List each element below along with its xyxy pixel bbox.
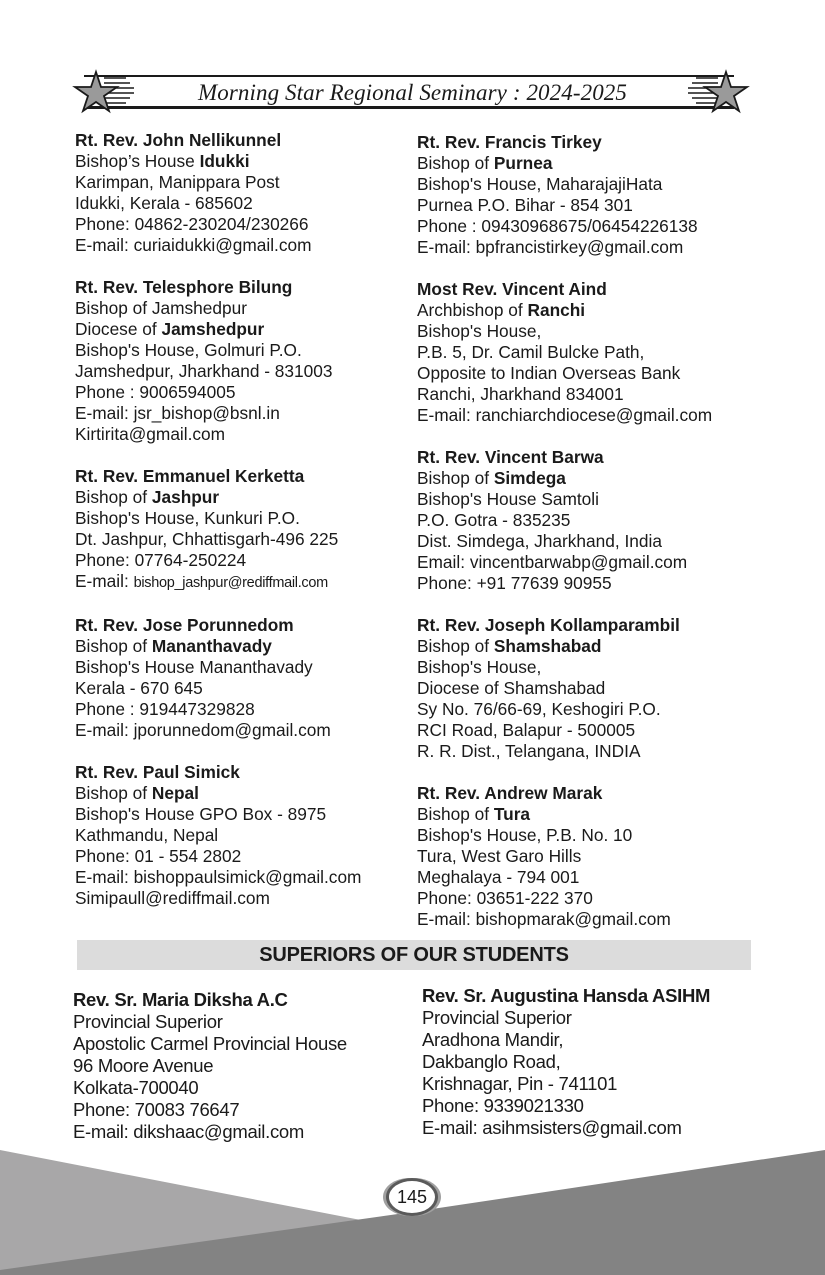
diocese-name: Ranchi bbox=[527, 300, 586, 320]
line-prefix: Bishop of bbox=[417, 804, 494, 824]
bishop-entry bbox=[75, 466, 361, 594]
address-line: Email: vincentbarwabp@gmail.com bbox=[417, 552, 688, 572]
line-prefix: Bishop of bbox=[75, 783, 152, 803]
line-prefix: E-mail: bbox=[75, 571, 134, 591]
address-line: Bishop of Jamshedpur bbox=[75, 298, 247, 318]
superior-line: Provincial Superior bbox=[73, 1011, 223, 1032]
bishop-entry bbox=[75, 130, 361, 256]
address-line: Kirtirita@gmail.com bbox=[75, 424, 226, 444]
address-line: Bishop's House, Kunkuri P.O. bbox=[75, 508, 300, 528]
superior-entry bbox=[73, 989, 347, 1143]
address-line: E-mail: bishopmarak@gmail.com bbox=[417, 909, 671, 929]
address-line: Bishop's House Mananthavady bbox=[75, 657, 313, 677]
superior-entry bbox=[422, 985, 710, 1139]
line-prefix: Bishop of bbox=[417, 636, 494, 656]
address-line: Phone : 09430968675/06454226138 bbox=[417, 216, 698, 236]
superior-line: Aradhona Mandir, bbox=[422, 1029, 564, 1050]
bishop-entry bbox=[417, 279, 712, 426]
superior-line: Phone: 9339021330 bbox=[422, 1095, 584, 1116]
superior-line: Dakbanglo Road, bbox=[422, 1051, 561, 1072]
superior-line: Provincial Superior bbox=[422, 1007, 572, 1028]
superior-name: Rev. Sr. Augustina Hansda ASIHM bbox=[422, 985, 711, 1006]
address-line: E-mail: jsr_bishop@bsnl.in bbox=[75, 403, 280, 423]
address-line: Simipaull@rediffmail.com bbox=[75, 888, 270, 908]
diocese-name: Mananthavady bbox=[151, 636, 272, 656]
left-directory-column bbox=[75, 130, 361, 930]
bishop-entry bbox=[417, 132, 712, 258]
superior-line: Kolkata-700040 bbox=[73, 1077, 199, 1098]
address-line: Jamshedpur, Jharkhand - 831003 bbox=[75, 361, 333, 381]
diocese-name: Tura bbox=[493, 804, 531, 824]
address-line: Kerala - 670 645 bbox=[75, 678, 203, 698]
bishop-name: Rt. Rev. Vincent Barwa bbox=[417, 447, 604, 467]
superior-line: E-mail: asihmsisters@gmail.com bbox=[422, 1117, 682, 1138]
line-prefix: Archbishop of bbox=[417, 300, 528, 320]
line-prefix: Bishop of bbox=[417, 468, 494, 488]
superior-line: E-mail: dikshaac@gmail.com bbox=[73, 1121, 304, 1142]
bishop-name: Most Rev. Vincent Aind bbox=[417, 279, 607, 299]
address-line: E-mail: ranchiarchdiocese@gmail.com bbox=[417, 405, 713, 425]
address-line: R. R. Dist., Telangana, INDIA bbox=[417, 741, 641, 761]
email-address: bishop_jashpur@rediffmail.com bbox=[133, 575, 328, 591]
bishop-name: Rt. Rev. John Nellikunnel bbox=[75, 130, 282, 150]
line-prefix: Bishop of bbox=[75, 487, 152, 507]
address-line: Meghalaya - 794 001 bbox=[417, 867, 580, 887]
diocese-name: Nepal bbox=[151, 783, 199, 803]
page-number: 145 bbox=[386, 1178, 438, 1216]
address-line: Phone: 03651-222 370 bbox=[417, 888, 593, 908]
address-line: RCI Road, Balapur - 500005 bbox=[417, 720, 636, 740]
address-line: Tura, West Garo Hills bbox=[417, 846, 582, 866]
superior-name: Rev. Sr. Maria Diksha A.C bbox=[73, 989, 288, 1010]
diocese-name: Purnea bbox=[493, 153, 553, 173]
address-line: Kathmandu, Nepal bbox=[75, 825, 219, 845]
superior-line: 96 Moore Avenue bbox=[73, 1055, 214, 1076]
address-line: E-mail: jporunnedom@gmail.com bbox=[75, 720, 331, 740]
superior-line: Krishnagar, Pin - 741101 bbox=[422, 1073, 618, 1094]
right-directory-column bbox=[417, 132, 712, 951]
line-prefix: Bishop of bbox=[75, 636, 152, 656]
address-line bbox=[75, 636, 361, 657]
address-line bbox=[417, 153, 712, 174]
address-line: Bishop's House, P.B. No. 10 bbox=[417, 825, 633, 845]
address-line: Opposite to Indian Overseas Bank bbox=[417, 363, 681, 383]
section-heading-superiors: SUPERIORS OF OUR STUDENTS bbox=[77, 940, 751, 970]
address-line: Phone : 919447329828 bbox=[75, 699, 255, 719]
address-line: Bishop's House, bbox=[417, 321, 542, 341]
line-prefix: Bishop’s House bbox=[75, 151, 200, 171]
bishop-name: Rt. Rev. Andrew Marak bbox=[417, 783, 603, 803]
address-line: Karimpan, Manippara Post bbox=[75, 172, 280, 192]
address-line bbox=[417, 300, 712, 321]
line-prefix: Bishop of bbox=[417, 153, 494, 173]
bishop-entry bbox=[417, 783, 712, 930]
address-line: Bishop's House, MaharajajiHata bbox=[417, 174, 663, 194]
bishop-entry bbox=[75, 615, 361, 741]
address-line bbox=[417, 636, 712, 657]
diocese-name: Simdega bbox=[493, 468, 566, 488]
address-line bbox=[75, 571, 361, 594]
address-line: Phone: 07764-250224 bbox=[75, 550, 247, 570]
address-line: E-mail: curiaidukki@gmail.com bbox=[75, 235, 312, 255]
address-line bbox=[75, 319, 361, 340]
bishop-entry bbox=[417, 447, 712, 594]
address-line: E-mail: bishoppaulsimick@gmail.com bbox=[75, 867, 362, 887]
address-line: Phone : 9006594005 bbox=[75, 382, 236, 402]
bishop-name: Rt. Rev. Jose Porunnedom bbox=[75, 615, 294, 635]
superior-line: Apostolic Carmel Provincial House bbox=[73, 1033, 347, 1054]
address-line: Bishop's House, bbox=[417, 657, 542, 677]
page-header-title: Morning Star Regional Seminary : 2024-2025 bbox=[197, 80, 627, 105]
address-line bbox=[417, 468, 712, 489]
address-line: P.O. Gotra - 835235 bbox=[417, 510, 571, 530]
address-line: Phone: 01 - 554 2802 bbox=[75, 846, 242, 866]
address-line: Bishop's House Samtoli bbox=[417, 489, 599, 509]
address-line: Bishop's House GPO Box - 8975 bbox=[75, 804, 327, 824]
address-line: Phone: +91 77639 90955 bbox=[417, 573, 612, 593]
diocese-name: Jashpur bbox=[151, 487, 220, 507]
address-line: Ranchi, Jharkhand 834001 bbox=[417, 384, 624, 404]
bishop-name: Rt. Rev. Emmanuel Kerketta bbox=[75, 466, 305, 486]
bishop-name: Rt. Rev. Paul Simick bbox=[75, 762, 240, 782]
diocese-name: Jamshedpur bbox=[161, 319, 265, 339]
bishop-name: Rt. Rev. Joseph Kollamparambil bbox=[417, 615, 680, 635]
address-line bbox=[75, 151, 361, 172]
bishop-entry bbox=[75, 762, 361, 909]
address-line: Sy No. 76/66-69, Keshogiri P.O. bbox=[417, 699, 661, 719]
address-line: P.B. 5, Dr. Camil Bulcke Path, bbox=[417, 342, 645, 362]
address-line bbox=[75, 783, 361, 804]
address-line: Diocese of Shamshabad bbox=[417, 678, 606, 698]
address-line: E-mail: bpfrancistirkey@gmail.com bbox=[417, 237, 684, 257]
address-line bbox=[75, 487, 361, 508]
bishop-entry bbox=[417, 615, 712, 762]
address-line: Idukki, Kerala - 685602 bbox=[75, 193, 253, 213]
diocese-name: Shamshabad bbox=[493, 636, 602, 656]
address-line bbox=[417, 804, 712, 825]
bishop-name: Rt. Rev. Francis Tirkey bbox=[417, 132, 602, 152]
line-prefix: Diocese of bbox=[75, 319, 162, 339]
bishop-entry bbox=[75, 277, 361, 445]
address-line: Phone: 04862-230204/230266 bbox=[75, 214, 309, 234]
superior-line: Phone: 70083 76647 bbox=[73, 1099, 240, 1120]
bishop-name: Rt. Rev. Telesphore Bilung bbox=[75, 277, 293, 297]
address-line: Dist. Simdega, Jharkhand, India bbox=[417, 531, 662, 551]
address-line: Bishop's House, Golmuri P.O. bbox=[75, 340, 302, 360]
address-line: Dt. Jashpur, Chhattisgarh-496 225 bbox=[75, 529, 339, 549]
diocese-name: Idukki bbox=[199, 151, 250, 171]
address-line: Purnea P.O. Bihar - 854 301 bbox=[417, 195, 633, 215]
